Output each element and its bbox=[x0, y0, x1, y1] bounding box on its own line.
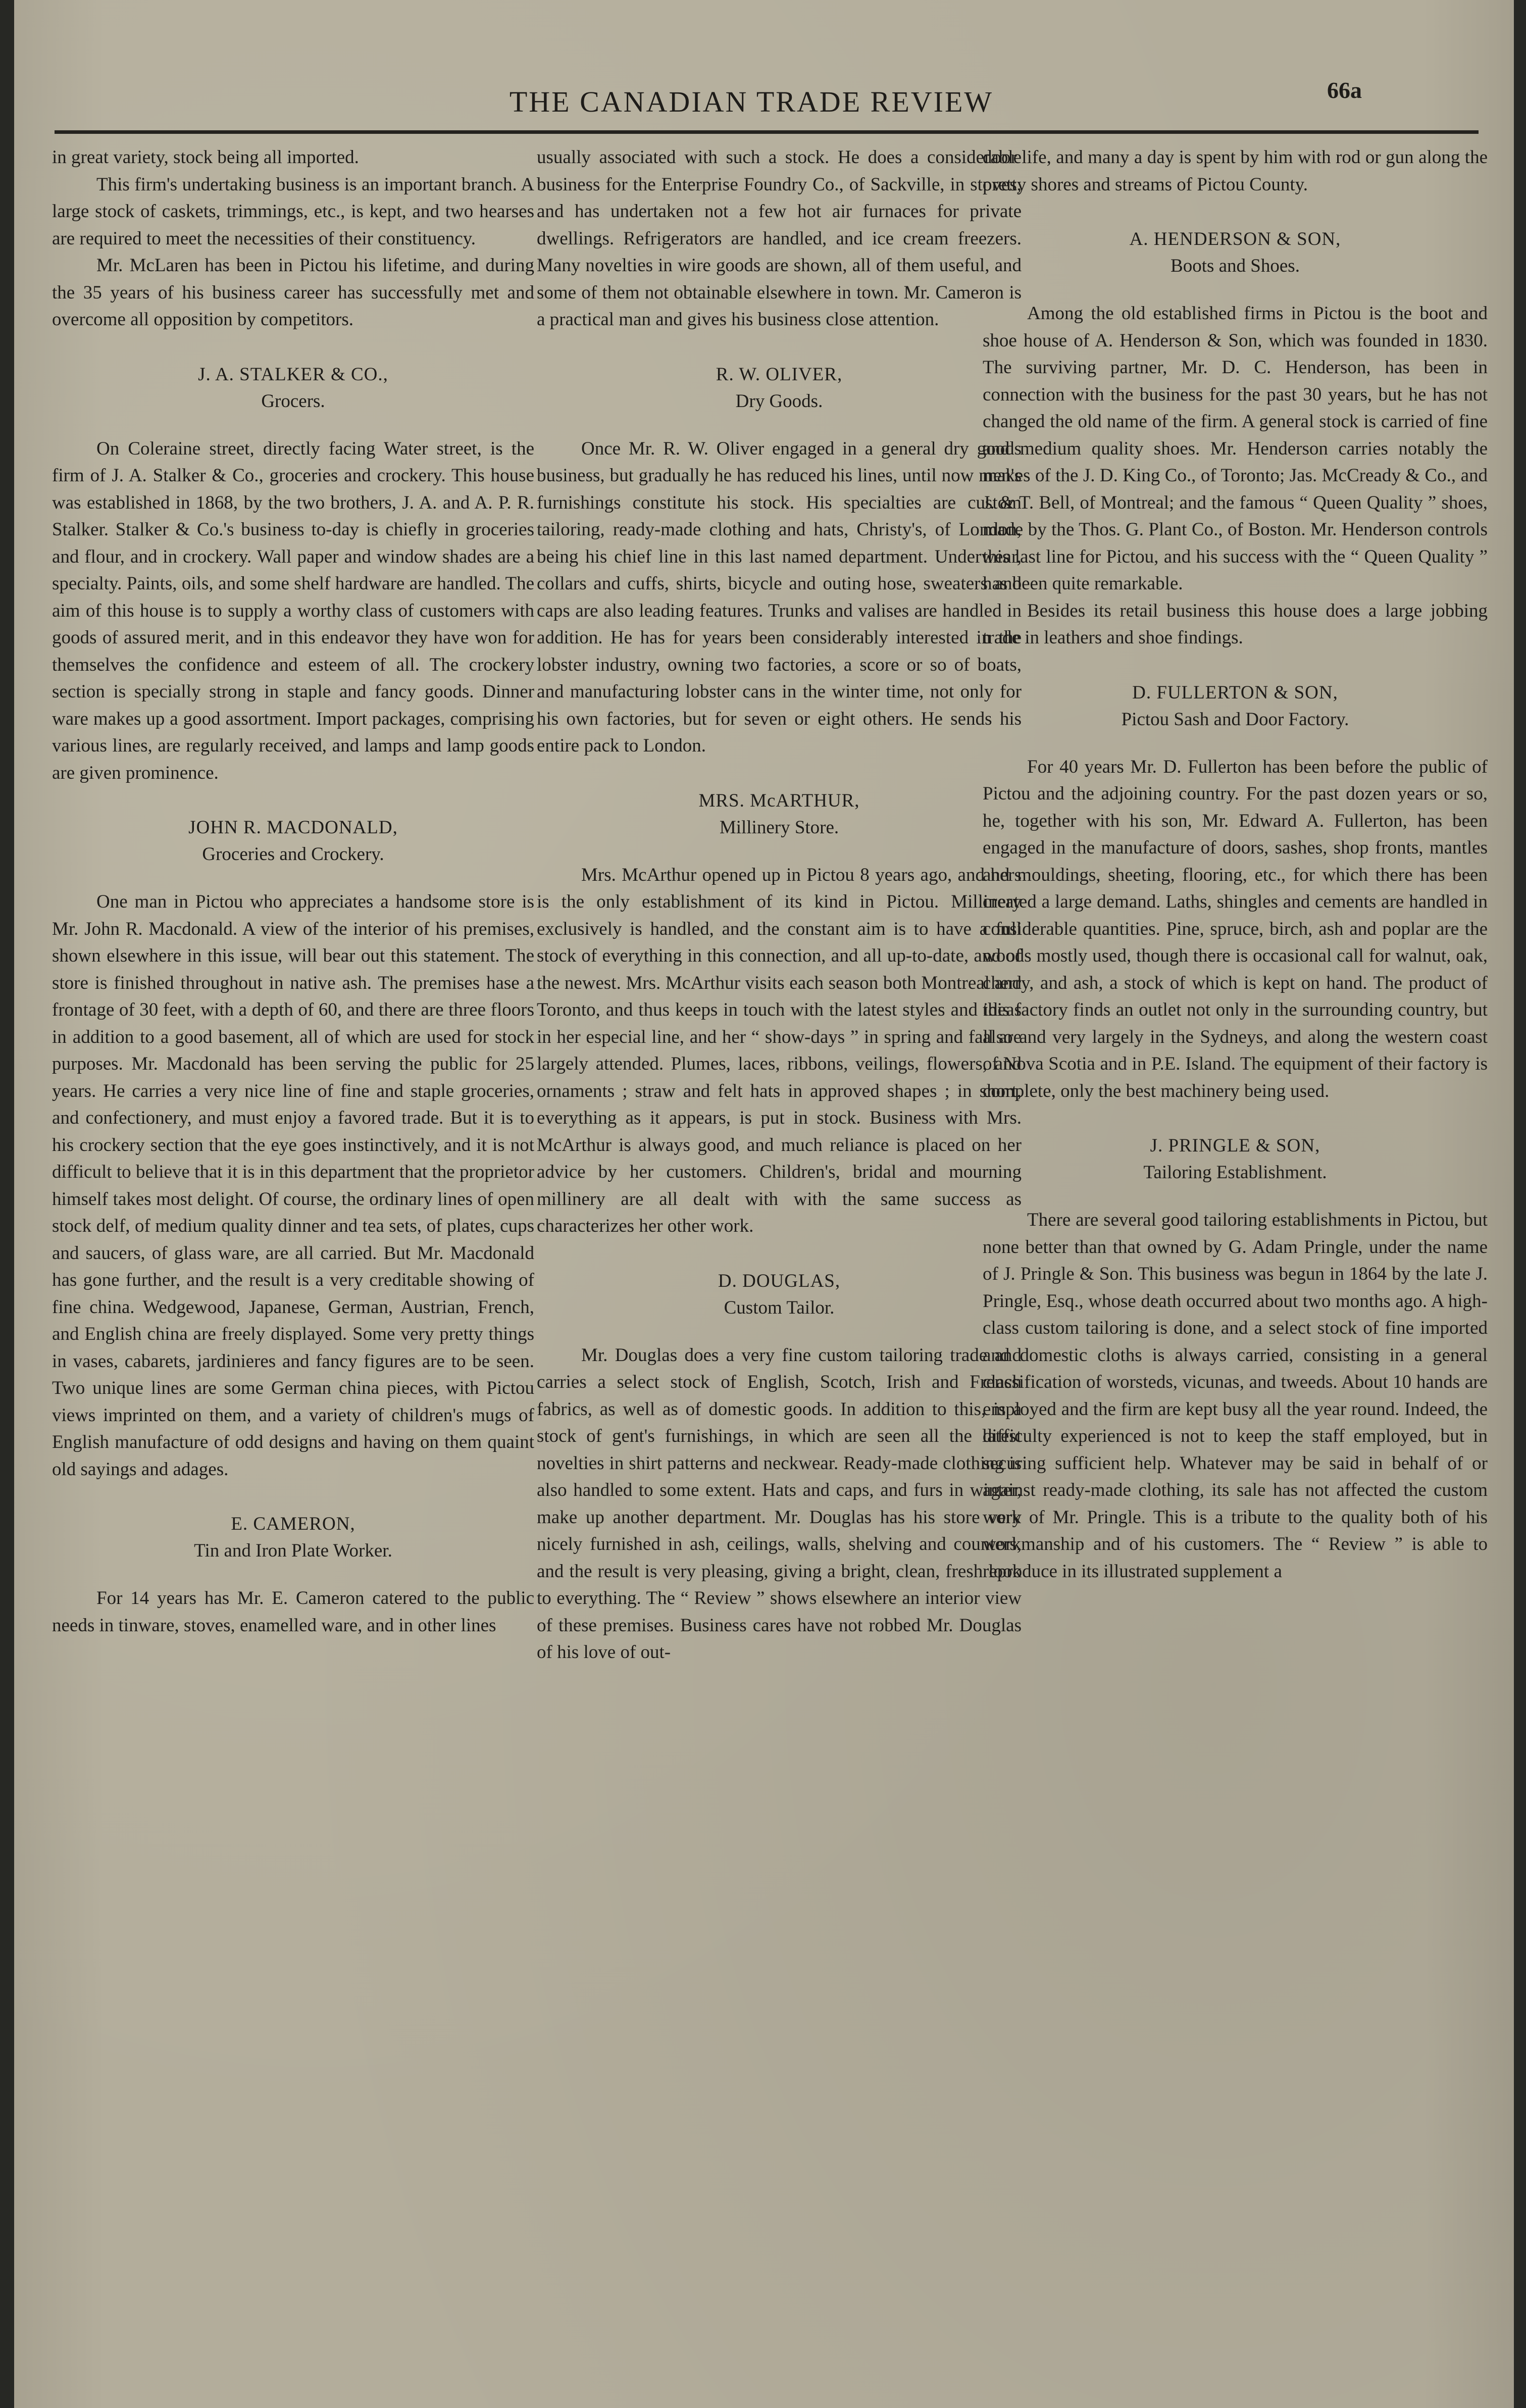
section-heading: J. A. STALKER & CO., bbox=[198, 364, 388, 385]
section-heading: R. W. OLIVER, bbox=[716, 364, 843, 385]
newspaper-page bbox=[14, 0, 1514, 2408]
article-paragraph: For 14 years has Mr. E. Cameron catered to the public needs in tinware, stoves, enamelled ware, and in other lines bbox=[52, 1588, 534, 1636]
article-paragraph: usually associated with such a stock. He does a considerable business for the Enterprise Foundry Co., of Sackville, in stoves, and has undertaken not a few hot air furnaces for private dwellings. Refrigerators are handled, and ice cream freezers. Many novelties in wire goods are shown, all of them useful, and some of them not obtainable elsewhere in town. Mr. Cameron is a practical man and gives his business close attention. bbox=[537, 147, 1022, 330]
article-paragraph: One man in Pictou who appreciates a handsome store is Mr. John R. Macdonald. A view of the interior of his premises, shown elsewhere in this issue, will bear out this statement. The store is finished throughout in native ash. The premises hase a frontage of 30 feet, with a depth of 60, and there are three floors in addition to a good basement, all of which are used for stock purposes. Mr. Macdonald has been serving the public for 25 years. He carries a very nice line of fine and staple groceries, and confectionery, and must enjoy a favored trade. But it is to his crockery section that the eye goes instinctively, and it is not difficult to believe that it is in this department that the proprietor himself takes most delight. Of course, the ordinary lines of open stock delf, of medium quality dinner and tea sets, of plates, cups and saucers, of glass ware, are all carried. But Mr. Macdonald has gone further, and the result is a very creditable showing of fine china. Wedgewood, Japanese, German, Austrian, French, and English china are freely displayed. Some very pretty things in vases, cabarets, jardinieres and fancy figures are to be seen. Two unique lines are some German china pieces, with Pictou views imprinted on them, and a variety of children's mugs of English manufacture of odd designs and having on them quaint old sayings and adages. bbox=[52, 891, 534, 1480]
section-subheading: Tin and Iron Plate Worker. bbox=[194, 1540, 392, 1561]
section-heading: MRS. McARTHUR, bbox=[698, 790, 860, 811]
article-paragraph: Mr. McLaren has been in Pictou his lifetime, and during the 35 years of his business career has successfully met and overcome all opposition by competitors. bbox=[52, 255, 534, 330]
article-paragraph: Mr. Douglas does a very fine custom tailoring trade and carries a select stock of English, Scotch, Irish and French fabrics, as well as of domestic goods. In addition to this, is a stock of gent's furnishings, in which are seen all the latest novelties in shirt patterns and neckwear. Ready-made clothing is also handled to some extent. Hats and caps, and furs in winter, make up another department. Mr. Douglas has his store very nicely furnished in ash, ceilings, walls, shelving and counters, and the result is very pleasing, giving a bright, clean, fresh look to everything. The “ Review ” shows elsewhere an interior view of these premises. Business cares have not robbed Mr. Douglas of his love of out- bbox=[537, 1344, 1022, 1663]
section-subheading: Boots and Shoes. bbox=[1171, 256, 1300, 276]
page-header-title: THE CANADIAN TRADE REVIEW bbox=[509, 85, 994, 118]
article-paragraph: Among the old established firms in Pictou is the boot and shoe house of A. Henderson & Son, which was founded in 1830. The surviving partner, Mr. D. C. Henderson, has been in connection with the business for the past 30 years, but he has not changed the old name of the firm. A general stock is carried of fine and medium quality shoes. Mr. Henderson carries notably the makes of the J. D. King Co., of Toronto; Jas. McCready & Co., and J. & T. Bell, of Montreal; and the famous “ Queen Quality ” shoes, made by the Thos. G. Plant Co., of Boston. Mr. Henderson controls this last line for Pictou, and his success with the “ Queen Quality ” has been quite remarkable. bbox=[983, 303, 1488, 594]
column-1 bbox=[52, 144, 534, 1639]
section-subheading: Custom Tailor. bbox=[724, 1297, 835, 1318]
section-heading: D. DOUGLAS, bbox=[718, 1270, 841, 1291]
article-paragraph: in great variety, stock being all imported. bbox=[52, 147, 359, 168]
article-paragraph: Mrs. McArthur opened up in Pictou 8 years ago, and hers is the only establishment of its kind in Pictou. Millinery exclusively is handled, and the constant aim is to have a full stock of everything in this connection, and all up-to-date, and of the newest. Mrs. McArthur visits each season both Montreal and Toronto, and thus keeps in touch with the latest styles and ideas in her especial line, and her “ show-days ” in spring and fall are largely attended. Plumes, laces, ribbons, veilings, flowers, and ornaments ; straw and felt hats in approved shapes ; in short, everything as it appears, is put in stock. Business with Mrs. McArthur is always good, and much reliance is placed on her advice by her customers. Children's, bridal and mourning millinery are all dealt with with the same success as characterizes her other work. bbox=[537, 864, 1022, 1236]
section-subheading: Millinery Store. bbox=[719, 817, 839, 838]
header-rule bbox=[55, 130, 1479, 134]
section-heading: J. PRINGLE & SON, bbox=[1150, 1135, 1320, 1156]
section-subheading: Tailoring Establishment. bbox=[1143, 1162, 1327, 1183]
section-heading: D. FULLERTON & SON, bbox=[1132, 682, 1338, 703]
section-subheading: Pictou Sash and Door Factory. bbox=[1121, 709, 1349, 730]
article-paragraph: On Coleraine street, directly facing Water street, is the firm of J. A. Stalker & Co., groceries and crockery. This house was established in 1868, by the two brothers, J. A. and A. P. R. Stalker. Stalker & Co.'s business to-day is chiefly in groceries and flour, and in crockery. Wall paper and window shades are a specialty. Paints, oils, and some shelf hardware are handled. The aim of this house is to supply a worthy class of customers with goods of assured merit, and in this endeavor they have won for themselves the confidence and esteem of all. The crockery section is specially strong in staple and fancy goods. Dinner ware makes up a good assortment. Import packages, comprising various lines, are regularly received, and lamps and lamp goods are given prominence. bbox=[52, 438, 534, 783]
article-paragraph: There are several good tailoring establishments in Pictou, but none better than that owned by G. Adam Pringle, under the name of J. Pringle & Son. This business was begun in 1864 by the late J. Pringle, Esq., whose death occurred about two months ago. A high-class custom tailoring is done, and a select stock of fine imported and domestic cloths is always carried, consisting in a general classification of worsteds, vicunas, and tweeds. About 10 hands are employed and the firm are kept busy all the year round. Indeed, the difficulty experienced is not to keep the staff employed, but in securing sufficient help. Whatever may be said in behalf of or against ready-made clothing, its sale has not affected the custom work of Mr. Pringle. This is a tribute to the quality both of his workmanship and of his customers. The “ Review ” is able to reproduce in its illustrated supplement a bbox=[983, 1210, 1488, 1582]
article-paragraph: For 40 years Mr. D. Fullerton has been before the public of Pictou and the adjoining country. For the past dozen years or so, he, together with his son, Mr. Edward A. Fullerton, has been engaged in the manufacture of doors, sashes, shop fronts, mantles and mouldings, sheeting, flooring, etc., for which there has been created a large demand. Laths, shingles and cements are handled in considerable quantities. Pine, spruce, birch, ash and poplar are the woods mostly used, though there is occasional call for walnut, oak, cherry, and ash, a stock of which is kept on hand. The product of this factory finds an outlet not only in the surrounding country, but also and very largely in the Sydneys, and along the western coast of Nova Scotia and in P.E. Island. The equipment of their factory is complete, only the best machinery being used. bbox=[983, 756, 1488, 1101]
column-3 bbox=[983, 144, 1488, 1585]
section-heading: E. CAMERON, bbox=[231, 1514, 355, 1534]
section-subheading: Dry Goods. bbox=[735, 390, 823, 412]
page-number: 66a bbox=[1327, 77, 1362, 103]
article-paragraph: Once Mr. R. W. Oliver engaged in a general dry goods business, but gradually he has reduced his lines, until now men's furnishings constitute his stock. His specialties are custom tailoring, ready-made clothing and hats, Christy's, of London, being his chief line in this last named department. Underwear, collars and cuffs, shirts, bicycle and outing hose, sweaters and caps are also leading features. Trunks and valises are handled in addition. He has for years been considerably interested in the lobster industry, owning two factories, a score or so of boats, and manufacturing lobster cans in the winter time, not only for his own factories, but for seven or eight others. He sends his entire pack to London. bbox=[537, 438, 1022, 756]
column-2 bbox=[537, 144, 1022, 1666]
section-heading: JOHN R. MACDONALD, bbox=[188, 817, 398, 838]
article-paragraph: This firm's undertaking business is an important branch. A large stock of caskets, trimmings, etc., is kept, and two hearses are required to meet the necessities of their constituency. bbox=[52, 174, 534, 249]
section-subheading: Grocers. bbox=[261, 390, 325, 412]
section-subheading: Groceries and Crockery. bbox=[202, 844, 384, 865]
section-heading: A. HENDERSON & SON, bbox=[1129, 229, 1341, 249]
article-paragraph: door life, and many a day is spent by him with rod or gun along the pretty shores and streams of Pictou County. bbox=[983, 147, 1488, 195]
article-paragraph: Besides its retail business this house does a large jobbing trade in leathers and shoe findings. bbox=[983, 600, 1488, 648]
